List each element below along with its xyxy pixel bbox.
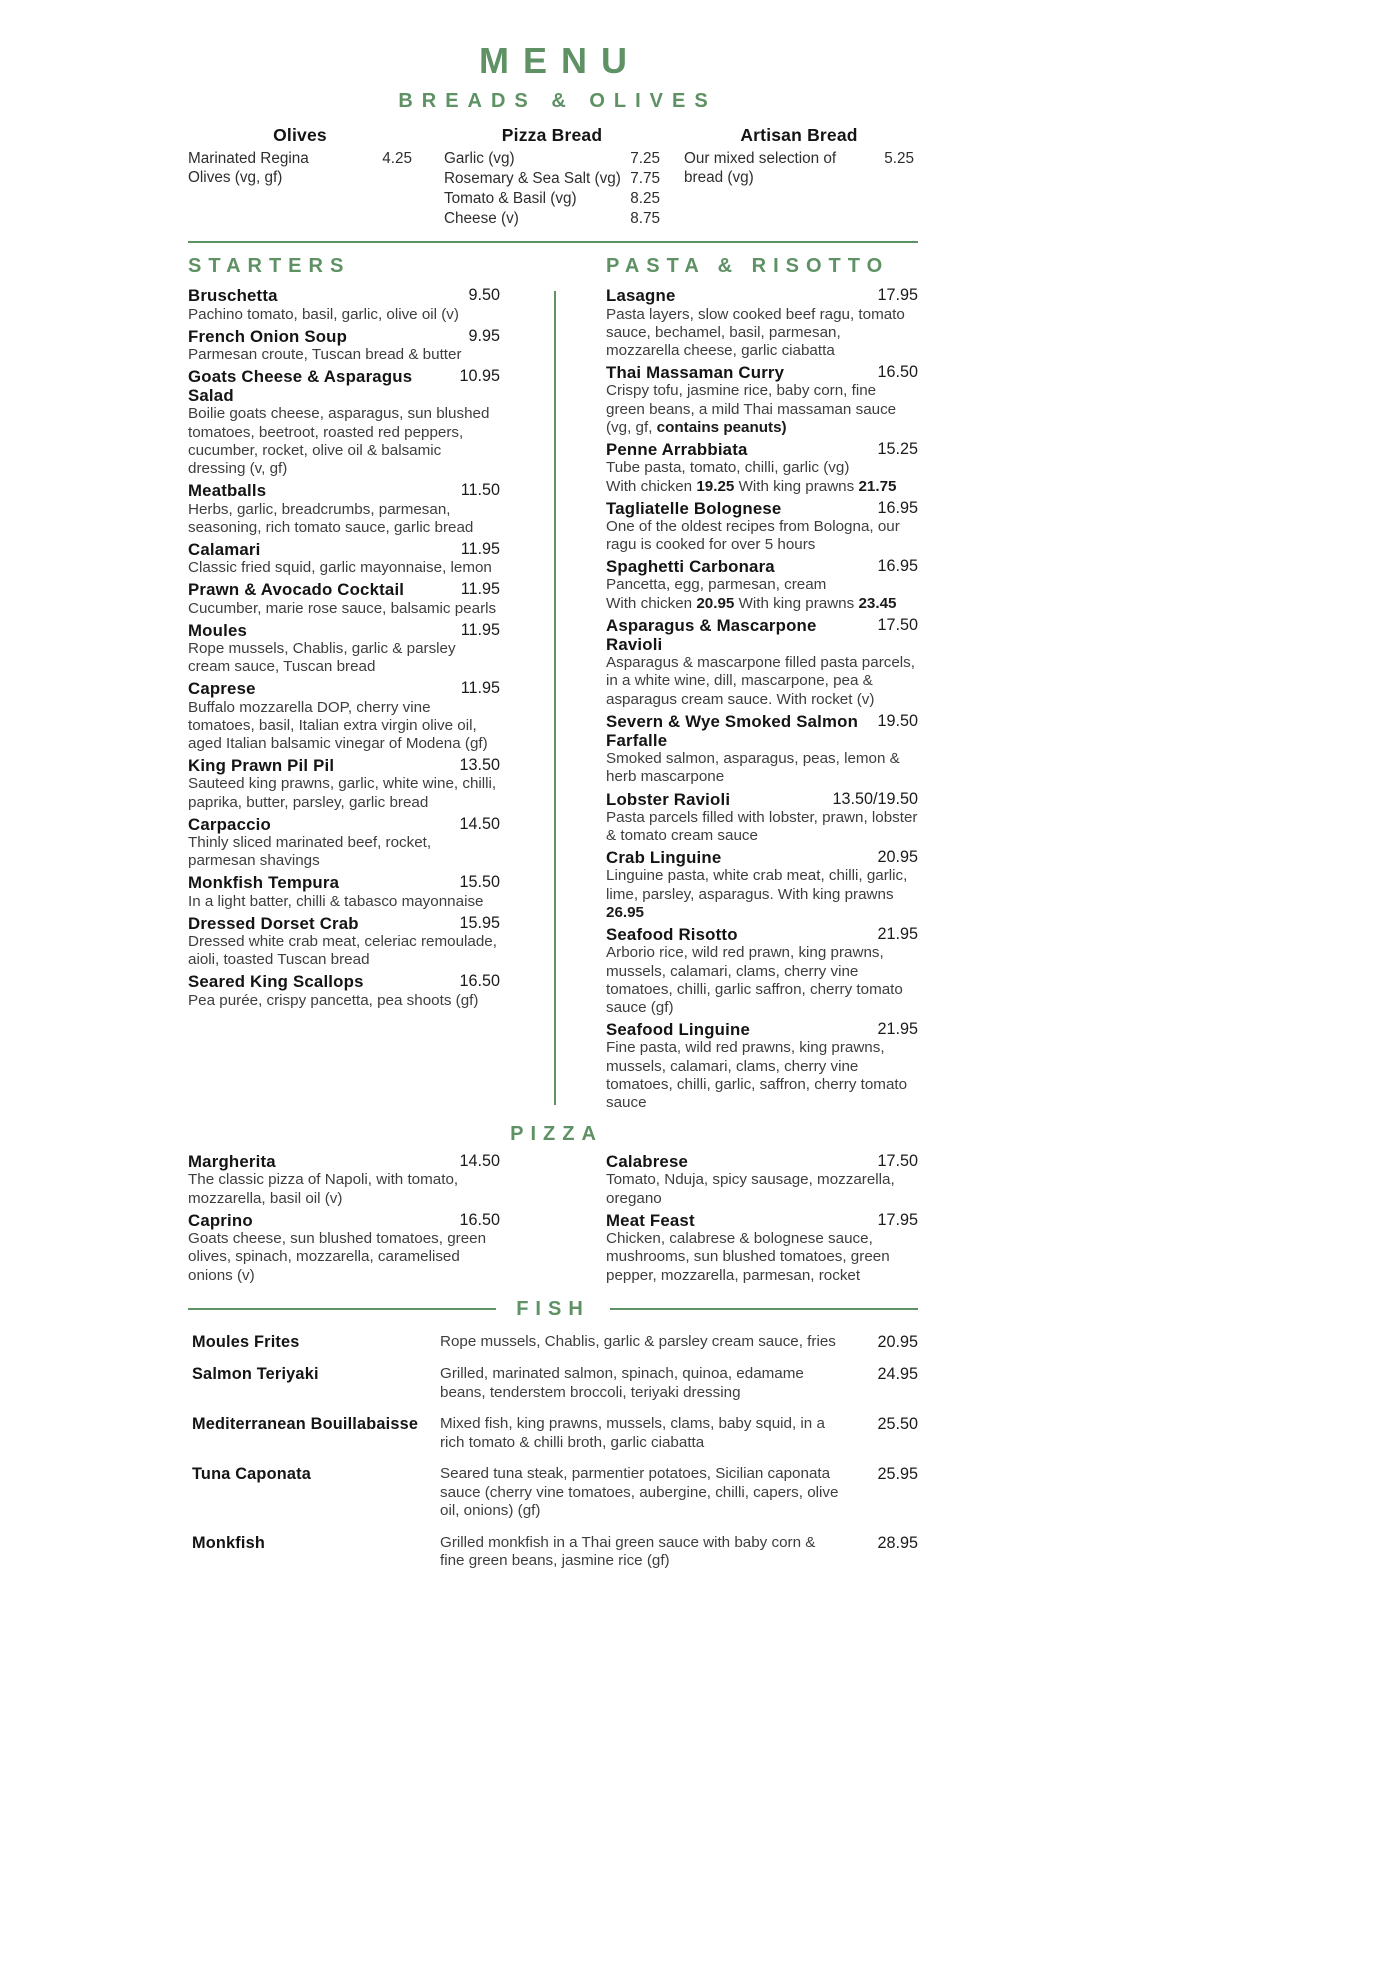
dish-name: Goats Cheese & Asparagus Salad [188,367,413,406]
dish-price: 19.50 [877,711,918,730]
menu-item [188,481,500,537]
dish-name: Monkfish Tempura [188,873,340,893]
dish-variants: With chicken 19.25 With king prawns 21.75 [606,477,897,495]
dish-name: Cheese (v) [444,210,519,228]
dish-description: Tomato, Nduja, spicy sausage, mozzarella, oregano [606,1171,895,1207]
dish-description: Arborio rice, wild red prawn, king prawns, mussels, calamari, clams, cherry vine tomatoes, chilli, garlic saffron, cherry tomato sauce (gf) [606,944,903,1016]
dish-price: 14.50 [459,814,500,833]
menu-item [606,616,918,709]
dish-description: Mixed fish, king prawns, mussels, clams, baby squid, in a rich tomato & chilli broth, garlic ciabatta [440,1415,825,1451]
menu-item [188,621,500,677]
menu-item [444,149,660,168]
column-heading: Olives [273,125,327,145]
menu-item [188,1152,500,1208]
dish-price: 8.75 [630,210,660,228]
dish-price: 11.50 [460,481,500,500]
dish-description: Pea purée, crispy pancetta, pea shoots (gf) [188,991,479,1009]
dish-description: Pasta layers, slow cooked beef ragu, tomato sauce, bechamel, basil, parmesan, mozzarella cheese, garlic ciabatta [606,305,905,360]
dish-price: 11.95 [460,540,500,559]
dish-description: Chicken, calabrese & bolognese sauce, mushrooms, sun blushed tomatoes, green pepper, mozzarella, parmesan, rocket [606,1230,890,1284]
artisan-bread-column [684,125,914,229]
dish-name: Penne Arrabbiata [606,440,748,460]
dish-price: 28.95 [877,1533,918,1552]
allergen-note: contains peanuts) [656,418,787,436]
dish-name: Bruschetta [188,286,278,306]
dish-price: 17.50 [877,1152,918,1171]
dish-name: Meat Feast [606,1210,695,1230]
dish-price: 8.25 [630,190,660,208]
dish-description: Crispy tofu, jasmine rice, baby corn, fine green beans, a mild Thai massaman sauce (vg, gf, contains peanuts) [606,382,897,436]
menu-item [606,499,918,555]
dish-name: Carpaccio [188,814,271,834]
dish-description: Dressed white crab meat, celeriac remoulade, aioli, toasted Tuscan bread [188,932,497,969]
dish-description: One of the oldest recipes from Bologna, our ragu is cooked for over 5 hours [606,517,900,554]
dish-name: Moules [188,620,248,640]
dish-name: King Prawn Pil Pil [188,756,335,776]
pizza-bread-column [444,125,660,229]
dish-description: Goats cheese, sun blushed tomatoes, green olives, spinach, mozzarella, caramelised onions (v) [188,1230,487,1284]
column-divider [554,291,556,1105]
dish-name: Crab Linguine [606,848,722,868]
pasta-risotto-section [606,255,918,1115]
dish-price: 15.25 [877,440,918,459]
section-heading-pizza: PIZZA [510,1123,603,1146]
menu-item [188,1365,918,1402]
menu-item [606,848,918,922]
dish-description: Cucumber, marie rose sauce, balsamic pearls [188,599,497,617]
section-heading-pasta: PASTA & RISOTTO [606,255,890,278]
dish-description: Grilled monkfish in a Thai green sauce with baby corn & fine green beans, jasmine rice (gf) [440,1533,816,1570]
menu-item [606,712,918,787]
dish-description: In a light batter, chilli & tabasco mayonnaise [188,892,484,910]
dish-description: Grilled, marinated salmon, spinach, quinoa, edamame beans, tenderstem broccoli, teriyaki dressing [440,1364,804,1401]
dish-price: 16.95 [877,557,918,576]
dish-price: 21.95 [877,1020,918,1039]
dish-name: Seafood Linguine [606,1020,750,1040]
menu-page [188,0,918,1584]
dish-description: Sauteed king prawns, garlic, white wine, chilli, paprika, butter, parsley, garlic bread [188,775,497,811]
dish-description: Boilie goats cheese, asparagus, sun blushed tomatoes, beetroot, roasted red peppers, cucumber, rocket, olive oil & balsamic dressing (v, gf) [188,405,490,478]
dish-price: 14.50 [459,1152,500,1171]
dish-description: Tube pasta, tomato, chilli, garlic (vg) [606,459,850,477]
dish-price: 11.95 [460,580,500,599]
dish-description: Smoked salmon, asparagus, peas, lemon & herb mascarpone [606,750,900,786]
menu-item [188,1415,918,1452]
dish-name: Lasagne [606,286,676,306]
dish-price: 10.95 [459,367,500,386]
dish-price: 5.25 [884,150,914,167]
dish-name: Margherita [188,1152,276,1172]
menu-item [606,440,918,496]
dish-price: 17.50 [877,615,918,634]
dish-price: 21.95 [877,925,918,944]
starters-section [188,255,500,1115]
dish-price: 25.50 [877,1415,918,1434]
dish-price: 24.95 [877,1364,918,1383]
menu-item [188,972,500,1009]
dish-name: Moules Frites [192,1332,300,1351]
dish-name: Tuna Caponata [192,1465,311,1484]
page-title: MENU [479,40,641,81]
dish-name: Caprese [188,679,256,699]
section-heading-breads-olives: BREADS & OLIVES [398,90,717,112]
starters-pasta-columns [188,255,918,1115]
dish-name: Calabrese [606,1152,689,1172]
divider-line [188,1308,496,1310]
menu-item [188,873,500,910]
dish-price: 16.50 [877,363,918,382]
dish-description: Fine pasta, wild red prawns, king prawns, mussels, calamari, clams, cherry vine tomatoes, chilli, garlic, saffron, cherry tomato sauce [606,1039,908,1112]
menu-item [188,327,500,364]
menu-item [444,209,660,228]
menu-item [606,1020,918,1112]
dish-name: Salmon Teriyaki [192,1364,319,1383]
section-heading-fish: FISH [516,1297,590,1320]
dish-price: 16.50 [459,972,500,991]
menu-item [188,1465,918,1521]
pizza-section-header [188,1123,918,1146]
dish-description: Parmesan croute, Tuscan bread & butter [188,345,462,363]
breads-olives-section [188,125,918,229]
fish-section [188,1333,918,1571]
dish-price: 15.50 [459,873,500,892]
dish-price: 16.95 [877,498,918,517]
dish-name: Marinated Regina Olives (vg, gf) [188,150,309,187]
dish-price: 13.50 [459,756,500,775]
menu-item [606,363,918,437]
menu-item [606,1211,918,1285]
dish-name: Garlic (vg) [444,150,515,167]
dish-price: 17.95 [877,1210,918,1229]
column-heading: Artisan Bread [740,125,858,145]
dish-description: Rope mussels, Chablis, garlic & parsley cream sauce, Tuscan bread [188,639,456,676]
menu-item [188,679,500,753]
dish-name: Monkfish [192,1533,266,1552]
dish-price: 7.75 [630,170,660,188]
dish-price: 7.25 [630,150,660,167]
pizza-left-column [188,1152,500,1287]
dish-description: Asparagus & mascarpone filled pasta parcels, in a white wine, dill, mascarpone, pea & asparagus cream sauce. With rocket (v) [606,654,915,708]
pizza-section [188,1152,918,1287]
menu-item [188,1333,918,1352]
dish-description: Pancetta, egg, parmesan, cream [606,576,827,594]
dish-description: The classic pizza of Napoli, with tomato, mozzarella, basil oil (v) [188,1171,459,1207]
dish-name: Thai Massaman Curry [606,363,785,383]
dish-price: 4.25 [382,150,412,167]
dish-name: Spaghetti Carbonara [606,557,775,577]
menu-item [606,557,918,613]
olives-column [188,125,412,229]
dish-name: Dressed Dorset Crab [188,913,359,933]
dish-name: Severn & Wye Smoked Salmon Farfalle [606,711,859,751]
dish-price: 17.95 [877,286,918,305]
dish-price: 13.50/19.50 [832,789,918,808]
dish-name: Asparagus & Mascarpone Ravioli [606,615,817,655]
dish-description: Thinly sliced marinated beef, rocket, parmesan shavings [188,833,432,870]
dish-name: Caprino [188,1210,253,1230]
menu-item [444,189,660,208]
dish-description: Seared tuna steak, parmentier potatoes, Sicilian caponata sauce (cherry vine tomatoes, aubergine, chilli, capers, olive oil, onions) (gf) [440,1465,839,1520]
dish-name: French Onion Soup [188,326,348,346]
menu-item [188,149,412,187]
dish-description: Pasta parcels filled with lobster, prawn, lobster & tomato cream sauce [606,808,918,845]
dish-price: 20.95 [877,1332,918,1351]
dish-description: Pachino tomato, basil, garlic, olive oil (v) [188,305,459,323]
dish-description: Linguine pasta, white crab meat, chilli, garlic, lime, parsley, asparagus. With king prawns 26.95 [606,867,908,921]
menu-item [606,790,918,846]
dish-price: 25.95 [877,1465,918,1484]
dish-description: Classic fried squid, garlic mayonnaise, lemon [188,559,492,577]
section-divider [188,241,918,243]
menu-item [606,1152,918,1208]
menu-item [188,914,500,970]
menu-item [188,1534,918,1571]
dish-price: 20.95 [877,848,918,867]
dish-name: Calamari [188,540,261,560]
menu-item [188,540,500,577]
dish-name: Meatballs [188,481,267,501]
menu-item [188,815,500,871]
menu-item [188,756,500,812]
dish-price: 15.95 [459,913,500,932]
dish-name: Seafood Risotto [606,925,738,945]
dish-name: Mediterranean Bouillabaisse [192,1415,419,1434]
dish-price: 9.95 [468,326,500,345]
pizza-right-column [606,1152,918,1287]
menu-item [684,149,914,187]
menu-item [188,367,500,478]
dish-name: Seared King Scallops [188,972,364,992]
menu-item [444,169,660,188]
menu-item [188,286,500,323]
dish-price: 16.50 [459,1210,500,1229]
dish-description: Buffalo mozzarella DOP, cherry vine tomatoes, basil, Italian extra virgin olive oil, aged Italian balsamic vinegar of Modena (gf) [188,698,488,752]
dish-name: Prawn & Avocado Cocktail [188,580,405,600]
dish-name: Lobster Ravioli [606,789,731,809]
divider-line [610,1308,918,1310]
dish-name: Tomato & Basil (vg) [444,190,577,208]
menu-item [188,1211,500,1285]
column-heading: Pizza Bread [501,125,603,145]
dish-price: 9.50 [468,286,500,305]
dish-description: Herbs, garlic, breadcrumbs, parmesan, seasoning, rich tomato sauce, garlic bread [188,500,474,536]
dish-name: Our mixed selection of bread (vg) [684,150,837,187]
dish-name: Rosemary & Sea Salt (vg) [444,170,621,188]
section-heading-starters: STARTERS [188,255,351,278]
menu-item [188,580,500,617]
menu-item [606,286,918,360]
dish-description: Rope mussels, Chablis, garlic & parsley cream sauce, fries [440,1332,836,1350]
fish-section-header [188,1298,918,1321]
dish-name: Tagliatelle Bolognese [606,498,782,518]
dish-price: 11.95 [460,679,500,698]
menu-item [606,925,918,1017]
dish-price: 11.95 [460,620,500,639]
dish-variants: With chicken 20.95 With king prawns 23.45 [606,594,897,612]
